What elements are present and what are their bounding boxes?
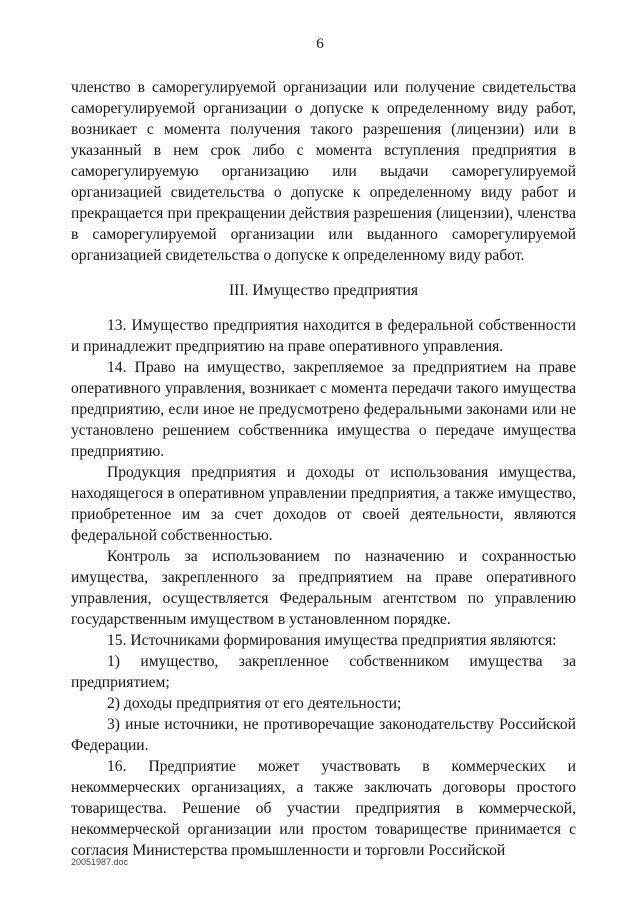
paragraph-membership-continuation: членство в саморегулируемой организации или получение свидетельства саморегулируемой организации о допуске к определенному виду работ, возникает с момента получения такого разрешения (лицензии) или в указанный в нем срок либо с момента вступления предприятия в саморегулируемую организацию или выдачи саморегулируемой организацией свидетельства о допуске к определенному виду работ и прекращается при прекращении действия разрешения (лицензии), членства в саморегулируемой организации или выданного саморегулируемой организацией свидетельства о допуске к определенному виду работ. [71, 79, 576, 264]
document-body [71, 77, 576, 861]
page-number: 6 [316, 36, 324, 52]
list-item-3: 3) иные источники, не противоречащие законодательству Российской Федерации. [71, 716, 576, 754]
paragraph-14-products: Продукция предприятия и доходы от использования имущества, находящегося в оперативном управлении предприятия, а также имущество, приобретенное им за счет доходов от своей деятельности, являются федеральной собственностью. [71, 464, 576, 544]
paragraph-16: 16. Предприятие может участвовать в коммерческих и некоммерческих организациях, а также заключать договоры простого товарищества. Решение об участии предприятия в коммерческой, некоммерческой организации или простом товариществе принимается с согласия Министерства промышленности и торговли Российской [71, 758, 576, 859]
list-item-2: 2) доходы предприятия от его деятельности; [107, 695, 402, 712]
paragraph-14: 14. Право на имущество, закрепляемое за предприятием на праве оперативного управления, возникает с момента передачи такого имущества предприятию, если иное не предусмотрено федеральными законами или не установлено решением собственника имущества о передаче имущества предприятию. [71, 359, 576, 460]
paragraph-13: 13. Имущество предприятия находится в федеральной собственности и принадлежит предприятию на праве оперативного управления. [71, 317, 576, 355]
section-heading: III. Имущество предприятия [228, 282, 419, 299]
list-item-1: 1) имущество, закрепленное собственником имущества за предприятием; [71, 653, 576, 691]
paragraph-14-control: Контроль за использованием по назначению и сохранностью имущества, закрепленного за предприятием на праве оперативного управления, осуществляется Федеральным агентством по управлению государственным имуществом в установленном порядке. [71, 548, 576, 628]
paragraph-15: 15. Источниками формирования имущества предприятия являются: [107, 632, 557, 649]
footer-filename: 20051987.doc [71, 857, 129, 867]
